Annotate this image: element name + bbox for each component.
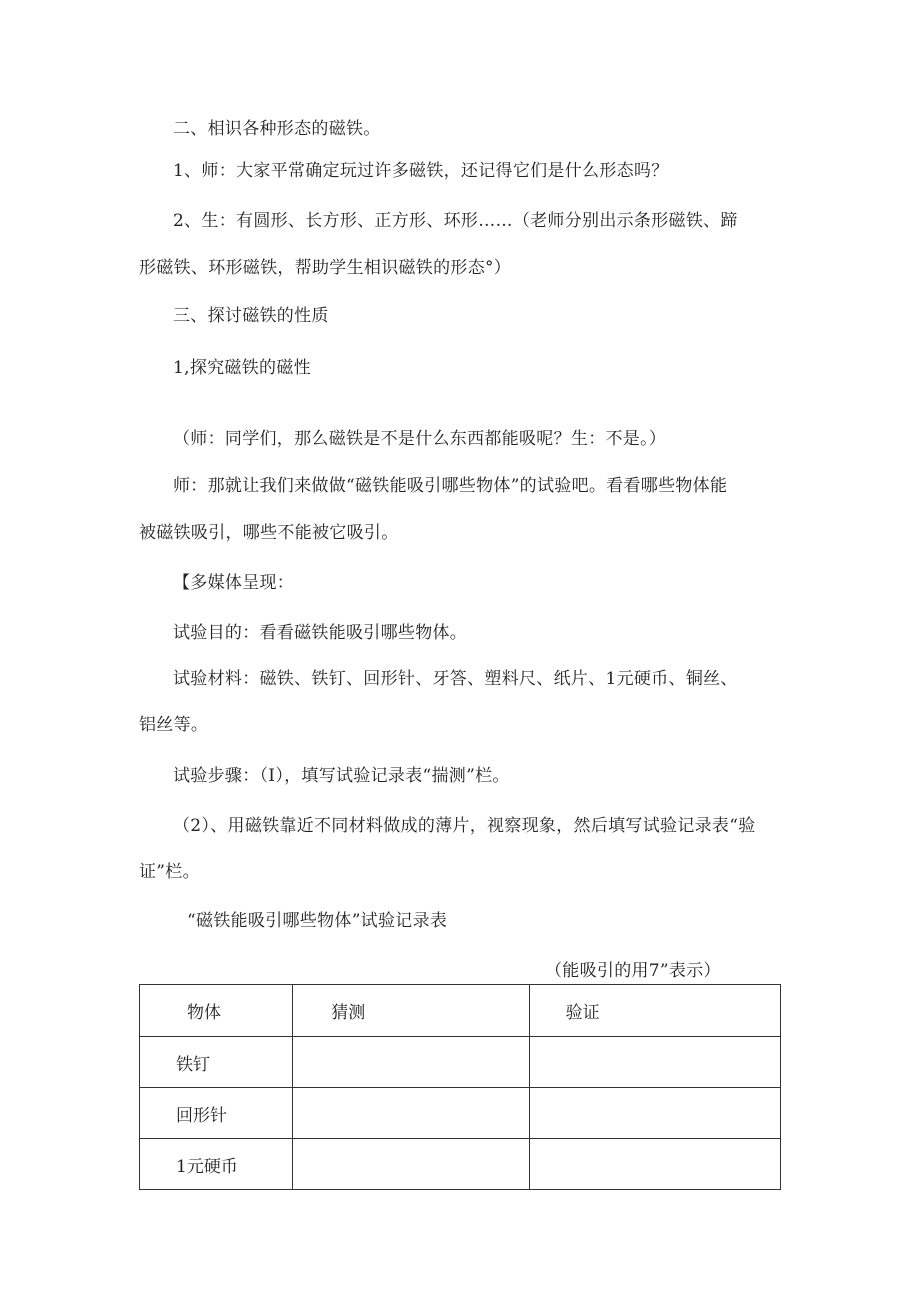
experiment-step-2-cont: 证”栏。 xyxy=(139,862,200,882)
paragraph-dialogue: （师：同学们，那么磁铁是不是什么东西都能吸呢？生：不是。） xyxy=(173,429,667,449)
experiment-step-2: （2）、用磁铁靠近不同材料做成的薄片，视察现象，然后填写试验记录表“验 xyxy=(173,816,756,836)
paragraph-experiment-intro: 师：那就让我们来做做“磁铁能吸引哪些物体”的试验吧。看看哪些物体能 xyxy=(173,476,728,496)
experiment-record-table xyxy=(139,984,781,1190)
section-heading-shapes: 二、相识各种形态的磁铁。 xyxy=(173,119,381,139)
table-note: （能吸引的用7”表示） xyxy=(545,961,721,981)
header-verify: 验证 xyxy=(529,985,780,1037)
cell-guess xyxy=(293,1088,529,1139)
table-header-row xyxy=(140,985,781,1037)
cell-guess xyxy=(293,1139,529,1190)
experiment-materials: 试验材料：磁铁、铁钉、回形针、牙答、塑料尺、纸片、1元硬币、铜丝、 xyxy=(173,669,738,689)
cell-guess xyxy=(293,1037,529,1088)
table-row xyxy=(140,1037,781,1088)
experiment-purpose: 试验目的：看看磁铁能吸引哪些物体。 xyxy=(173,623,468,643)
paragraph-experiment-intro-cont: 被磁铁吸引，哪些不能被它吸引。 xyxy=(139,523,399,543)
table-row xyxy=(140,1139,781,1190)
cell-verify xyxy=(529,1037,780,1088)
table-row xyxy=(140,1088,781,1139)
section-heading-properties: 三、探讨磁铁的性质 xyxy=(173,306,329,326)
cell-object: 回形针 xyxy=(140,1088,293,1139)
experiment-materials-cont: 铝丝等。 xyxy=(139,715,209,735)
cell-object: 1元硬币 xyxy=(140,1139,293,1190)
cell-verify xyxy=(529,1088,780,1139)
paragraph-student-answer-cont: 形磁铁、环形磁铁，帮助学生相识磁铁的形态°） xyxy=(139,258,512,278)
header-object: 物体 xyxy=(140,985,293,1037)
cell-object: 铁钉 xyxy=(140,1037,293,1088)
experiment-step-1: 试验步骤：（I），填写试验记录表“揣测”栏。 xyxy=(173,766,510,786)
cell-verify xyxy=(529,1139,780,1190)
paragraph-teacher-question: 1、师：大家平常确定玩过许多磁铁，还记得它们是什么形态吗？ xyxy=(173,161,669,181)
header-guess: 猜测 xyxy=(293,985,529,1037)
paragraph-student-answer: 2、生：有圆形、长方形、正方形、环形……（老师分别出示条形磁铁、蹄 xyxy=(173,211,738,231)
table-title: “磁铁能吸引哪些物体”试验记录表 xyxy=(187,911,448,931)
multimedia-heading: 【多媒体呈现： xyxy=(173,573,295,593)
subheading-magnetism: 1,探究磁铁的磁性 xyxy=(173,358,311,378)
